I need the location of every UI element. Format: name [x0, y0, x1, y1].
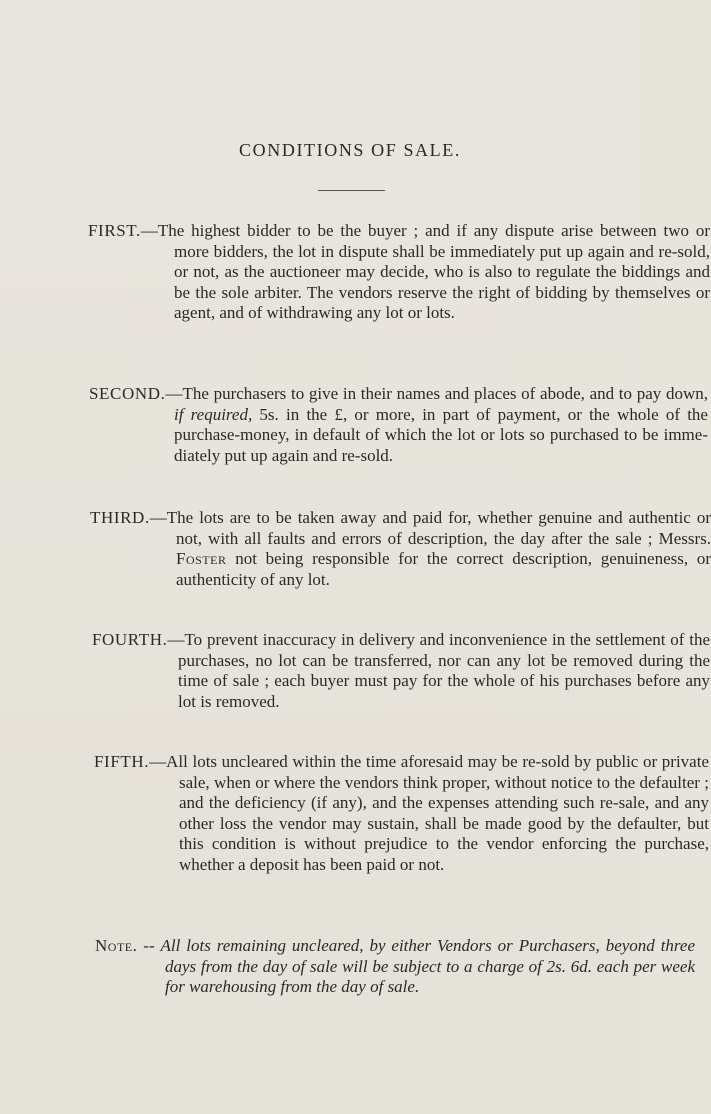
condition-fourth: [92, 630, 710, 712]
note: [95, 936, 695, 998]
title-divider: [318, 190, 385, 191]
condition-second-heading: SECOND.: [89, 384, 166, 403]
condition-third-paragraph: [90, 508, 711, 590]
condition-fourth-text: —To prevent inaccuracy in delivery and inconvenience in the settlement of the purchases, no lot can be transferred, nor can any lot be removed during the time of sale ; each buyer must pay for the whole of his purchases before any lot is removed.: [167, 630, 710, 711]
condition-second-italic: if required,: [174, 404, 253, 424]
condition-fourth-paragraph: [92, 630, 710, 712]
condition-second-text-before: —The purchasers to give in their names and places of abode, and to pay down,: [165, 384, 708, 403]
condition-second: [89, 384, 708, 466]
condition-fifth-heading: FIFTH.: [94, 752, 150, 771]
condition-first-heading: FIRST.: [88, 221, 141, 240]
condition-fifth: [94, 752, 709, 875]
note-dash: --: [137, 936, 161, 955]
condition-fourth-heading: FOURTH.: [92, 630, 168, 649]
condition-first-text: —The highest bidder to be the buyer ; and if any dispute arise between two or more bidders, the lot in dispute shall be immediately put up again and re-sold, or not, as the auctioneer may decide, who is also to regulate the biddings and be the sole arbiter. The vendors reserve the right of bidding by themselves or agent, and of withdrawing any lot or lots.: [140, 221, 710, 322]
condition-fifth-text: —All lots uncleared within the time aforesaid may be re-sold by public or private sale, when or where the vendors think proper, without notice to the defaulter ; and the deficiency (if any), and the expenses attending such re-sale, and any other loss the vendor may sustain, shall be made good by the defaulter, but this condition is without prejudice to the vendor enforcing the purchase, whether a deposit has been paid or not.: [149, 752, 709, 874]
note-text: All lots remaining uncleared, by either Vendors or Purchasers, beyond three days from the day of sale will be subject to a charge of 2s. 6d. each per week for warehousing from the day of sale.: [160, 936, 696, 996]
condition-first-paragraph: [88, 221, 710, 324]
condition-third-heading: THIRD.: [90, 508, 150, 527]
condition-third-text-after: not being responsible for the correct description, genuineness, or authenticity of any lot.: [176, 549, 711, 589]
page-title: CONDITIONS OF SALE.: [239, 140, 461, 160]
condition-fifth-paragraph: [94, 752, 709, 875]
condition-second-paragraph: [89, 384, 708, 466]
condition-first: [88, 221, 710, 324]
condition-third-smallcaps: Foster: [176, 549, 227, 568]
condition-third-text-before: —The lots are to be taken away and paid for, whether genuine and authentic or not, with all faults and errors of description, the day after the sale ; Messrs.: [149, 508, 711, 548]
condition-second-text-after: 5s. in the £, or more, in part of payment, or the whole of the purchase-money, in default of which the lot or lots so purchased to be immediately put up again and re-sold.: [174, 404, 708, 465]
condition-third: [90, 508, 711, 590]
note-label: Note.: [95, 936, 138, 955]
note-paragraph: [95, 936, 696, 998]
